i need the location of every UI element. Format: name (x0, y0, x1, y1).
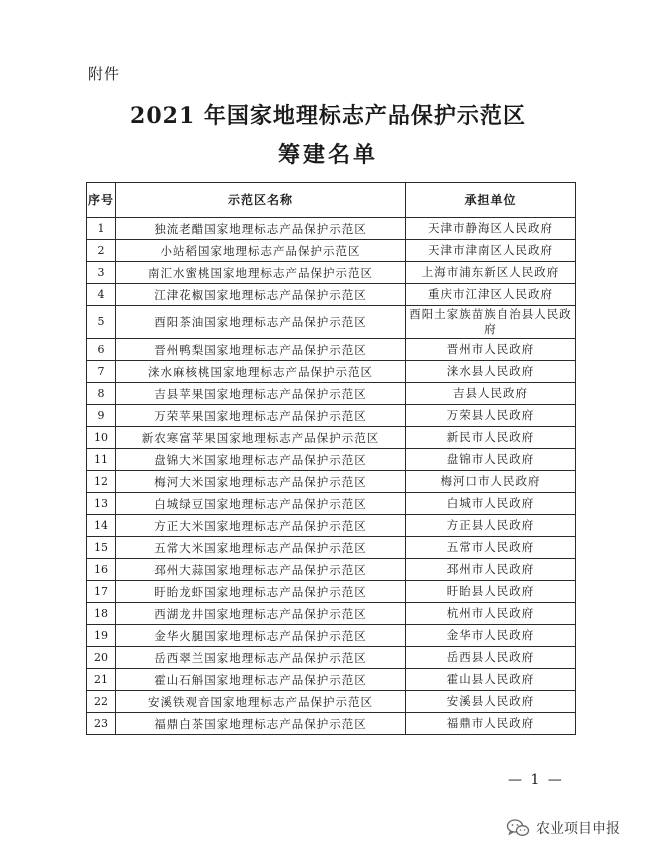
row-unit: 晋州市人民政府 (406, 339, 576, 361)
row-no: 17 (87, 581, 116, 603)
row-name: 霍山石斛国家地理标志产品保护示范区 (116, 669, 406, 691)
row-name: 涞水麻核桃国家地理标志产品保护示范区 (116, 361, 406, 383)
table-row (87, 625, 576, 647)
table-row (87, 306, 576, 339)
row-unit: 白城市人民政府 (406, 493, 576, 515)
row-unit: 万荣县人民政府 (406, 405, 576, 427)
demo-zone-table (86, 182, 576, 735)
table-row (87, 339, 576, 361)
page-number: — 1 — (508, 772, 564, 788)
table-row (87, 427, 576, 449)
table-row (87, 537, 576, 559)
row-no: 11 (87, 449, 116, 471)
wechat-icon (506, 818, 530, 838)
table-row (87, 691, 576, 713)
table-row (87, 559, 576, 581)
row-no: 14 (87, 515, 116, 537)
row-unit: 重庆市江津区人民政府 (406, 284, 576, 306)
row-no: 22 (87, 691, 116, 713)
table-row (87, 284, 576, 306)
row-name: 盘锦大米国家地理标志产品保护示范区 (116, 449, 406, 471)
row-unit: 梅河口市人民政府 (406, 471, 576, 493)
row-no: 6 (87, 339, 116, 361)
row-unit: 盱眙县人民政府 (406, 581, 576, 603)
table-header-row (87, 183, 576, 218)
row-name: 晋州鸭梨国家地理标志产品保护示范区 (116, 339, 406, 361)
row-name: 独流老醋国家地理标志产品保护示范区 (116, 218, 406, 240)
row-unit: 五常市人民政府 (406, 537, 576, 559)
row-no: 10 (87, 427, 116, 449)
row-name: 福鼎白茶国家地理标志产品保护示范区 (116, 713, 406, 735)
table-row (87, 669, 576, 691)
header-name: 示范区名称 (116, 183, 406, 218)
table-row (87, 515, 576, 537)
row-unit: 邳州市人民政府 (406, 559, 576, 581)
row-no: 19 (87, 625, 116, 647)
row-unit: 安溪县人民政府 (406, 691, 576, 713)
row-name: 南汇水蜜桃国家地理标志产品保护示范区 (116, 262, 406, 284)
row-name: 方正大米国家地理标志产品保护示范区 (116, 515, 406, 537)
row-no: 2 (87, 240, 116, 262)
watermark-text: 农业项目申报 (536, 821, 620, 837)
row-name: 盱眙龙虾国家地理标志产品保护示范区 (116, 581, 406, 603)
row-unit: 天津市静海区人民政府 (406, 218, 576, 240)
table-row (87, 581, 576, 603)
table-row (87, 647, 576, 669)
row-unit: 天津市津南区人民政府 (406, 240, 576, 262)
table-row (87, 383, 576, 405)
row-unit: 岳西县人民政府 (406, 647, 576, 669)
table-row (87, 603, 576, 625)
row-no: 18 (87, 603, 116, 625)
table-row (87, 713, 576, 735)
row-name: 江津花椒国家地理标志产品保护示范区 (116, 284, 406, 306)
row-no: 3 (87, 262, 116, 284)
row-no: 15 (87, 537, 116, 559)
row-unit: 新民市人民政府 (406, 427, 576, 449)
row-no: 9 (87, 405, 116, 427)
row-name: 梅河大米国家地理标志产品保护示范区 (116, 471, 406, 493)
wechat-watermark (506, 818, 620, 838)
table-row (87, 405, 576, 427)
row-name: 五常大米国家地理标志产品保护示范区 (116, 537, 406, 559)
row-unit: 金华市人民政府 (406, 625, 576, 647)
row-no: 13 (87, 493, 116, 515)
row-name: 安溪铁观音国家地理标志产品保护示范区 (116, 691, 406, 713)
row-unit: 酉阳土家族苗族自治县人民政府 (406, 306, 576, 339)
table-row (87, 240, 576, 262)
row-no: 5 (87, 306, 116, 339)
row-name: 酉阳茶油国家地理标志产品保护示范区 (116, 306, 406, 339)
row-no: 21 (87, 669, 116, 691)
row-no: 12 (87, 471, 116, 493)
header-unit: 承担单位 (406, 183, 576, 218)
table-row (87, 449, 576, 471)
row-unit: 杭州市人民政府 (406, 603, 576, 625)
table-row (87, 361, 576, 383)
row-no: 23 (87, 713, 116, 735)
row-no: 20 (87, 647, 116, 669)
row-no: 8 (87, 383, 116, 405)
row-name: 西湖龙井国家地理标志产品保护示范区 (116, 603, 406, 625)
row-unit: 吉县人民政府 (406, 383, 576, 405)
row-name: 岳西翠兰国家地理标志产品保护示范区 (116, 647, 406, 669)
row-name: 金华火腿国家地理标志产品保护示范区 (116, 625, 406, 647)
row-no: 7 (87, 361, 116, 383)
row-unit: 上海市浦东新区人民政府 (406, 262, 576, 284)
row-unit: 盘锦市人民政府 (406, 449, 576, 471)
table-row (87, 218, 576, 240)
row-unit: 福鼎市人民政府 (406, 713, 576, 735)
row-no: 1 (87, 218, 116, 240)
row-name: 小站稻国家地理标志产品保护示范区 (116, 240, 406, 262)
header-no: 序号 (87, 183, 116, 218)
row-no: 4 (87, 284, 116, 306)
table-row (87, 471, 576, 493)
attachment-label: 附件 (88, 65, 121, 83)
row-no: 16 (87, 559, 116, 581)
document-title: 2021 年国家地理标志产品保护示范区 (130, 103, 526, 129)
row-unit: 涞水县人民政府 (406, 361, 576, 383)
row-name: 白城绿豆国家地理标志产品保护示范区 (116, 493, 406, 515)
table-row (87, 493, 576, 515)
row-name: 邳州大蒜国家地理标志产品保护示范区 (116, 559, 406, 581)
row-name: 新农寒富苹果国家地理标志产品保护示范区 (116, 427, 406, 449)
document-subtitle: 筹建名单 (277, 142, 378, 168)
row-unit: 霍山县人民政府 (406, 669, 576, 691)
table-row (87, 262, 576, 284)
row-name: 吉县苹果国家地理标志产品保护示范区 (116, 383, 406, 405)
row-name: 万荣苹果国家地理标志产品保护示范区 (116, 405, 406, 427)
row-unit: 方正县人民政府 (406, 515, 576, 537)
